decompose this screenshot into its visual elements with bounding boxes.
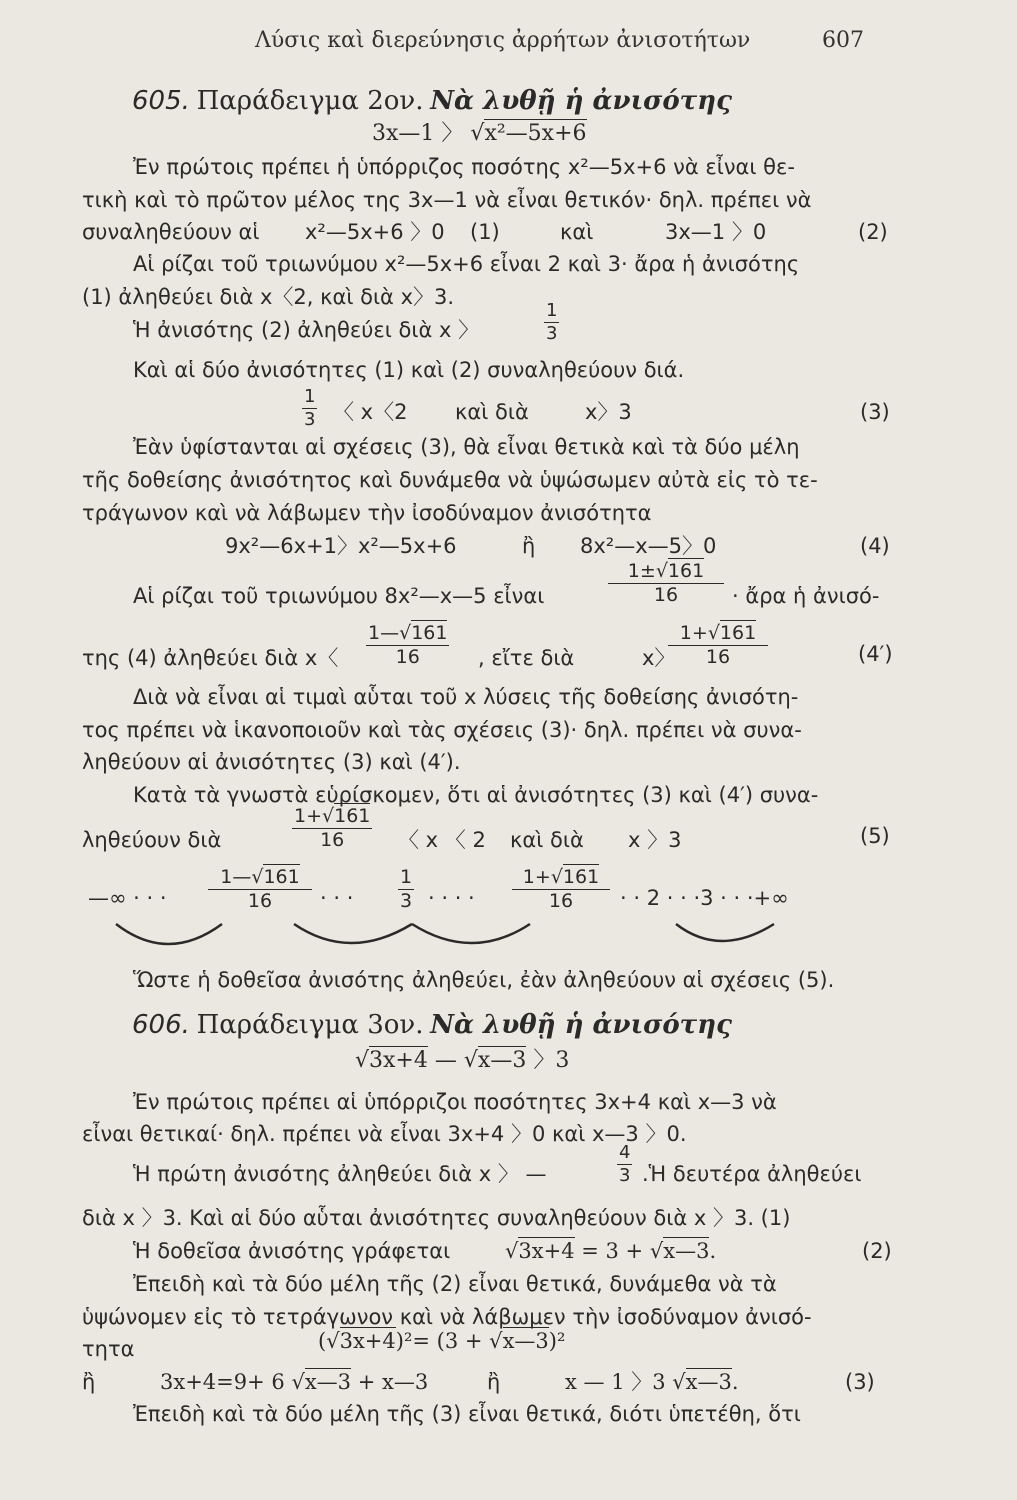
- label-1: (1): [470, 220, 500, 244]
- inequality-4b: 8x²—x—5〉0: [580, 534, 717, 558]
- label-3: (3): [845, 1370, 875, 1394]
- text-line: ληθεύουν διὰ: [82, 828, 222, 852]
- text-line: Ἐπειδὴ καὶ τὰ δύο μέλη τῆς (2) εἶναι θετικά, δυνάμεθα νὰ τὰ: [133, 1272, 777, 1296]
- inequality-left: 3x—1 〉: [372, 121, 464, 146]
- relation: x 〉3: [628, 828, 682, 852]
- text-and: καὶ: [560, 220, 594, 244]
- text-line: (1) ἀληθεύει διὰ x〈2, καὶ διὰ x〉3.: [82, 285, 455, 309]
- number-line-one-third: 1 3: [400, 866, 413, 912]
- equation-3-right: x — 1 〉3 √x—3.: [565, 1370, 739, 1394]
- text-line: ὑψώνομεν εἰς τὸ τετράγωνον καὶ νὰ λάβωμεν τὴν ἰσοδύναμον ἀνισό-: [82, 1305, 812, 1329]
- relation: 〈 x 〈 2: [398, 828, 486, 852]
- text-line: Ἡ πρώτη ἀνισότης ἀληθεύει διὰ x 〉 —: [133, 1162, 547, 1186]
- text-line: Ἐπειδὴ καὶ τὰ δύο μέλη τῆς (3) εἶναι θετικά, διότι ὑπετέθη, ὅτι: [133, 1402, 801, 1426]
- number-line-start: —∞ · · ·: [88, 886, 167, 910]
- equation-3-left: 3x+4=9+ 6 √x—3 + x—3: [160, 1370, 429, 1394]
- arc-middle: [294, 924, 412, 943]
- section-title-italic: Νὰ λυθῇ ἡ ἀνισότης: [430, 86, 732, 116]
- section-number: 606.: [132, 1010, 190, 1040]
- root-fraction-plus: 1+√161 16: [668, 624, 768, 667]
- number-line-root-minus: 1—√161 16: [208, 868, 312, 911]
- section-title-italic: Νὰ λυθῇ ἡ ἀνισότης: [430, 1010, 732, 1040]
- number-line-dots: · · · ·: [428, 886, 475, 910]
- text-line: · ἄρα ἡ ἀνισό-: [732, 584, 880, 608]
- section-title: Παράδειγμα 3ον.: [196, 1010, 424, 1040]
- text-or: ἢ: [522, 534, 536, 558]
- relation: x〉3: [585, 400, 632, 424]
- text-line: τικὴ καὶ τὸ πρῶτον μέλος της 3x—1 νὰ εἶναι θετικόν· δηλ. πρέπει νὰ: [82, 188, 812, 212]
- text-or: ἢ: [82, 1370, 96, 1394]
- text-line: , εἴτε διὰ: [478, 646, 575, 670]
- label-4: (4): [860, 534, 890, 558]
- text-line: διὰ x 〉3. Καὶ αἱ δύο αὗται ἀνισότητες συναληθεύουν διὰ x 〉3. (1): [82, 1206, 791, 1230]
- text-line: Ἐὰν ὑφίστανται αἱ σχέσεις (3), θὰ εἶναι θετικὰ καὶ τὰ δύο μέλη: [133, 435, 800, 459]
- section-number: 605.: [132, 86, 190, 116]
- text-line: Διὰ νὰ εἶναι αἱ τιμαὶ αὗται τοῦ x λύσεις τῆς δοθείσης ἀνισότη-: [133, 685, 799, 709]
- section-title: Παράδειγμα 2ον.: [196, 86, 424, 116]
- label-4-prime: (4′): [858, 642, 893, 666]
- text-line: Ἐν πρώτοις πρέπει ἡ ὑπόρριζος ποσότης x²—5x+6 νὰ εἶναι θε-: [133, 155, 795, 179]
- number-line-root-plus: 1+√161 16: [512, 868, 610, 911]
- label-3: (3): [860, 400, 890, 424]
- text-line: Αἱ ρίζαι τοῦ τριωνύμου x²—5x+6 εἶναι 2 καὶ 3· ἄρα ἡ ἀνισότης: [133, 252, 800, 276]
- root-fraction-plus: 1+√161 16: [294, 805, 371, 851]
- equation-2: √3x+4 = 3 + √x—3.: [505, 1239, 717, 1263]
- label-2: (2): [858, 220, 888, 244]
- text-line: τητα: [82, 1337, 135, 1361]
- text-line: τράγωνον καὶ νὰ λάβωμεν τὴν ἰσοδύναμον ἀνισότητα: [82, 501, 652, 525]
- label-2: (2): [862, 1239, 892, 1263]
- sqrt-sign: √: [470, 121, 485, 146]
- relation: x〉: [642, 646, 676, 670]
- inequality-4a: 9x²—6x+1〉x²—5x+6: [225, 534, 457, 558]
- fraction-4-3: 4 3: [619, 1142, 631, 1186]
- text-line: Ἐν πρώτοις πρέπει αἱ ὑπόρριζοι ποσότητες 3x+4 καὶ x—3 νὰ: [133, 1090, 777, 1114]
- text-line: Καὶ αἱ δύο ἀνισότητες (1) καὶ (2) συναληθεύουν διά.: [133, 358, 685, 382]
- text-and: καὶ διὰ: [510, 828, 584, 852]
- text-line: συναληθεύουν αἱ: [82, 220, 260, 244]
- roots-fraction: 1±√161 16: [608, 562, 724, 605]
- text-line: ληθεύουν αἱ ἀνισότητες (3) καὶ (4′).: [82, 750, 461, 774]
- text-line: της (4) ἀληθεύει διὰ x〈: [82, 646, 339, 670]
- text-line: Ἡ ἀνισότης (2) ἀληθεύει διὰ x 〉: [133, 318, 480, 342]
- section-heading-605: [132, 88, 732, 114]
- text-line: Ἡ δοθεῖσα ἀνισότης γράφεται: [133, 1239, 451, 1263]
- text-and: καὶ διὰ: [455, 400, 529, 424]
- inequality-606: √3x+4 — √x—3 〉3: [355, 1048, 570, 1073]
- relation: 〈 x〈2: [333, 400, 408, 424]
- text-line: τος πρέπει νὰ ἱκανοποιοῦν καὶ τὰς σχέσεις (3)· δηλ. πρέπει νὰ συνα-: [82, 718, 802, 742]
- arc-left: [116, 924, 222, 944]
- arc-right: [676, 924, 774, 941]
- number-line-arcs: [110, 918, 790, 968]
- condition-1: x²—5x+6 〉0: [305, 220, 445, 244]
- fraction-1-3: 1 3: [304, 386, 316, 430]
- text-line: Αἱ ρίζαι τοῦ τριωνύμου 8x²—x—5 εἶναι: [133, 584, 545, 608]
- label-5: (5): [860, 824, 890, 848]
- arc-middle-right: [412, 924, 530, 943]
- root-fraction-minus: 1—√161 16: [368, 622, 448, 668]
- fraction-1-3: 1 3: [546, 300, 558, 344]
- number-line-dots: · · ·: [320, 886, 354, 910]
- page-number: 607: [822, 28, 864, 53]
- text-or: ἢ: [487, 1370, 501, 1394]
- radicand: x²—5x+6: [484, 121, 587, 146]
- text-line: εἶναι θετικαί· δηλ. πρέπει νὰ εἶναι 3x+4 〉0 καὶ x—3 〉0.: [82, 1122, 687, 1146]
- text-line: Ὥστε ἡ δοθεῖσα ἀνισότης ἀληθεύει, ἐὰν ἀληθεύουν αἱ σχέσεις (5).: [133, 968, 835, 992]
- number-line-tail: · · 2 · · ·3 · · ·+∞: [620, 886, 789, 910]
- text-line: Κατὰ τὰ γνωστὰ εὑρίσκομεν, ὅτι αἱ ἀνισότητες (3) καὶ (4′) συνα-: [133, 783, 819, 807]
- text-line: .Ἡ δευτέρα ἀληθεύει: [642, 1162, 862, 1186]
- inequality-605: [372, 123, 587, 145]
- condition-2: 3x—1 〉0: [665, 220, 767, 244]
- section-heading-606: [132, 1012, 732, 1038]
- running-header: Λύσις καὶ διερεύνησις ἀρρήτων ἀνισοτήτων: [255, 28, 751, 53]
- text-line: τῆς δοθείσης ἀνισότητος καὶ δυνάμεθα νὰ ὑψώσωμεν αὐτὰ εἰς τὸ τε-: [82, 468, 818, 492]
- equation-squared: (√3x+4)²= (3 + √x—3)²: [318, 1329, 566, 1353]
